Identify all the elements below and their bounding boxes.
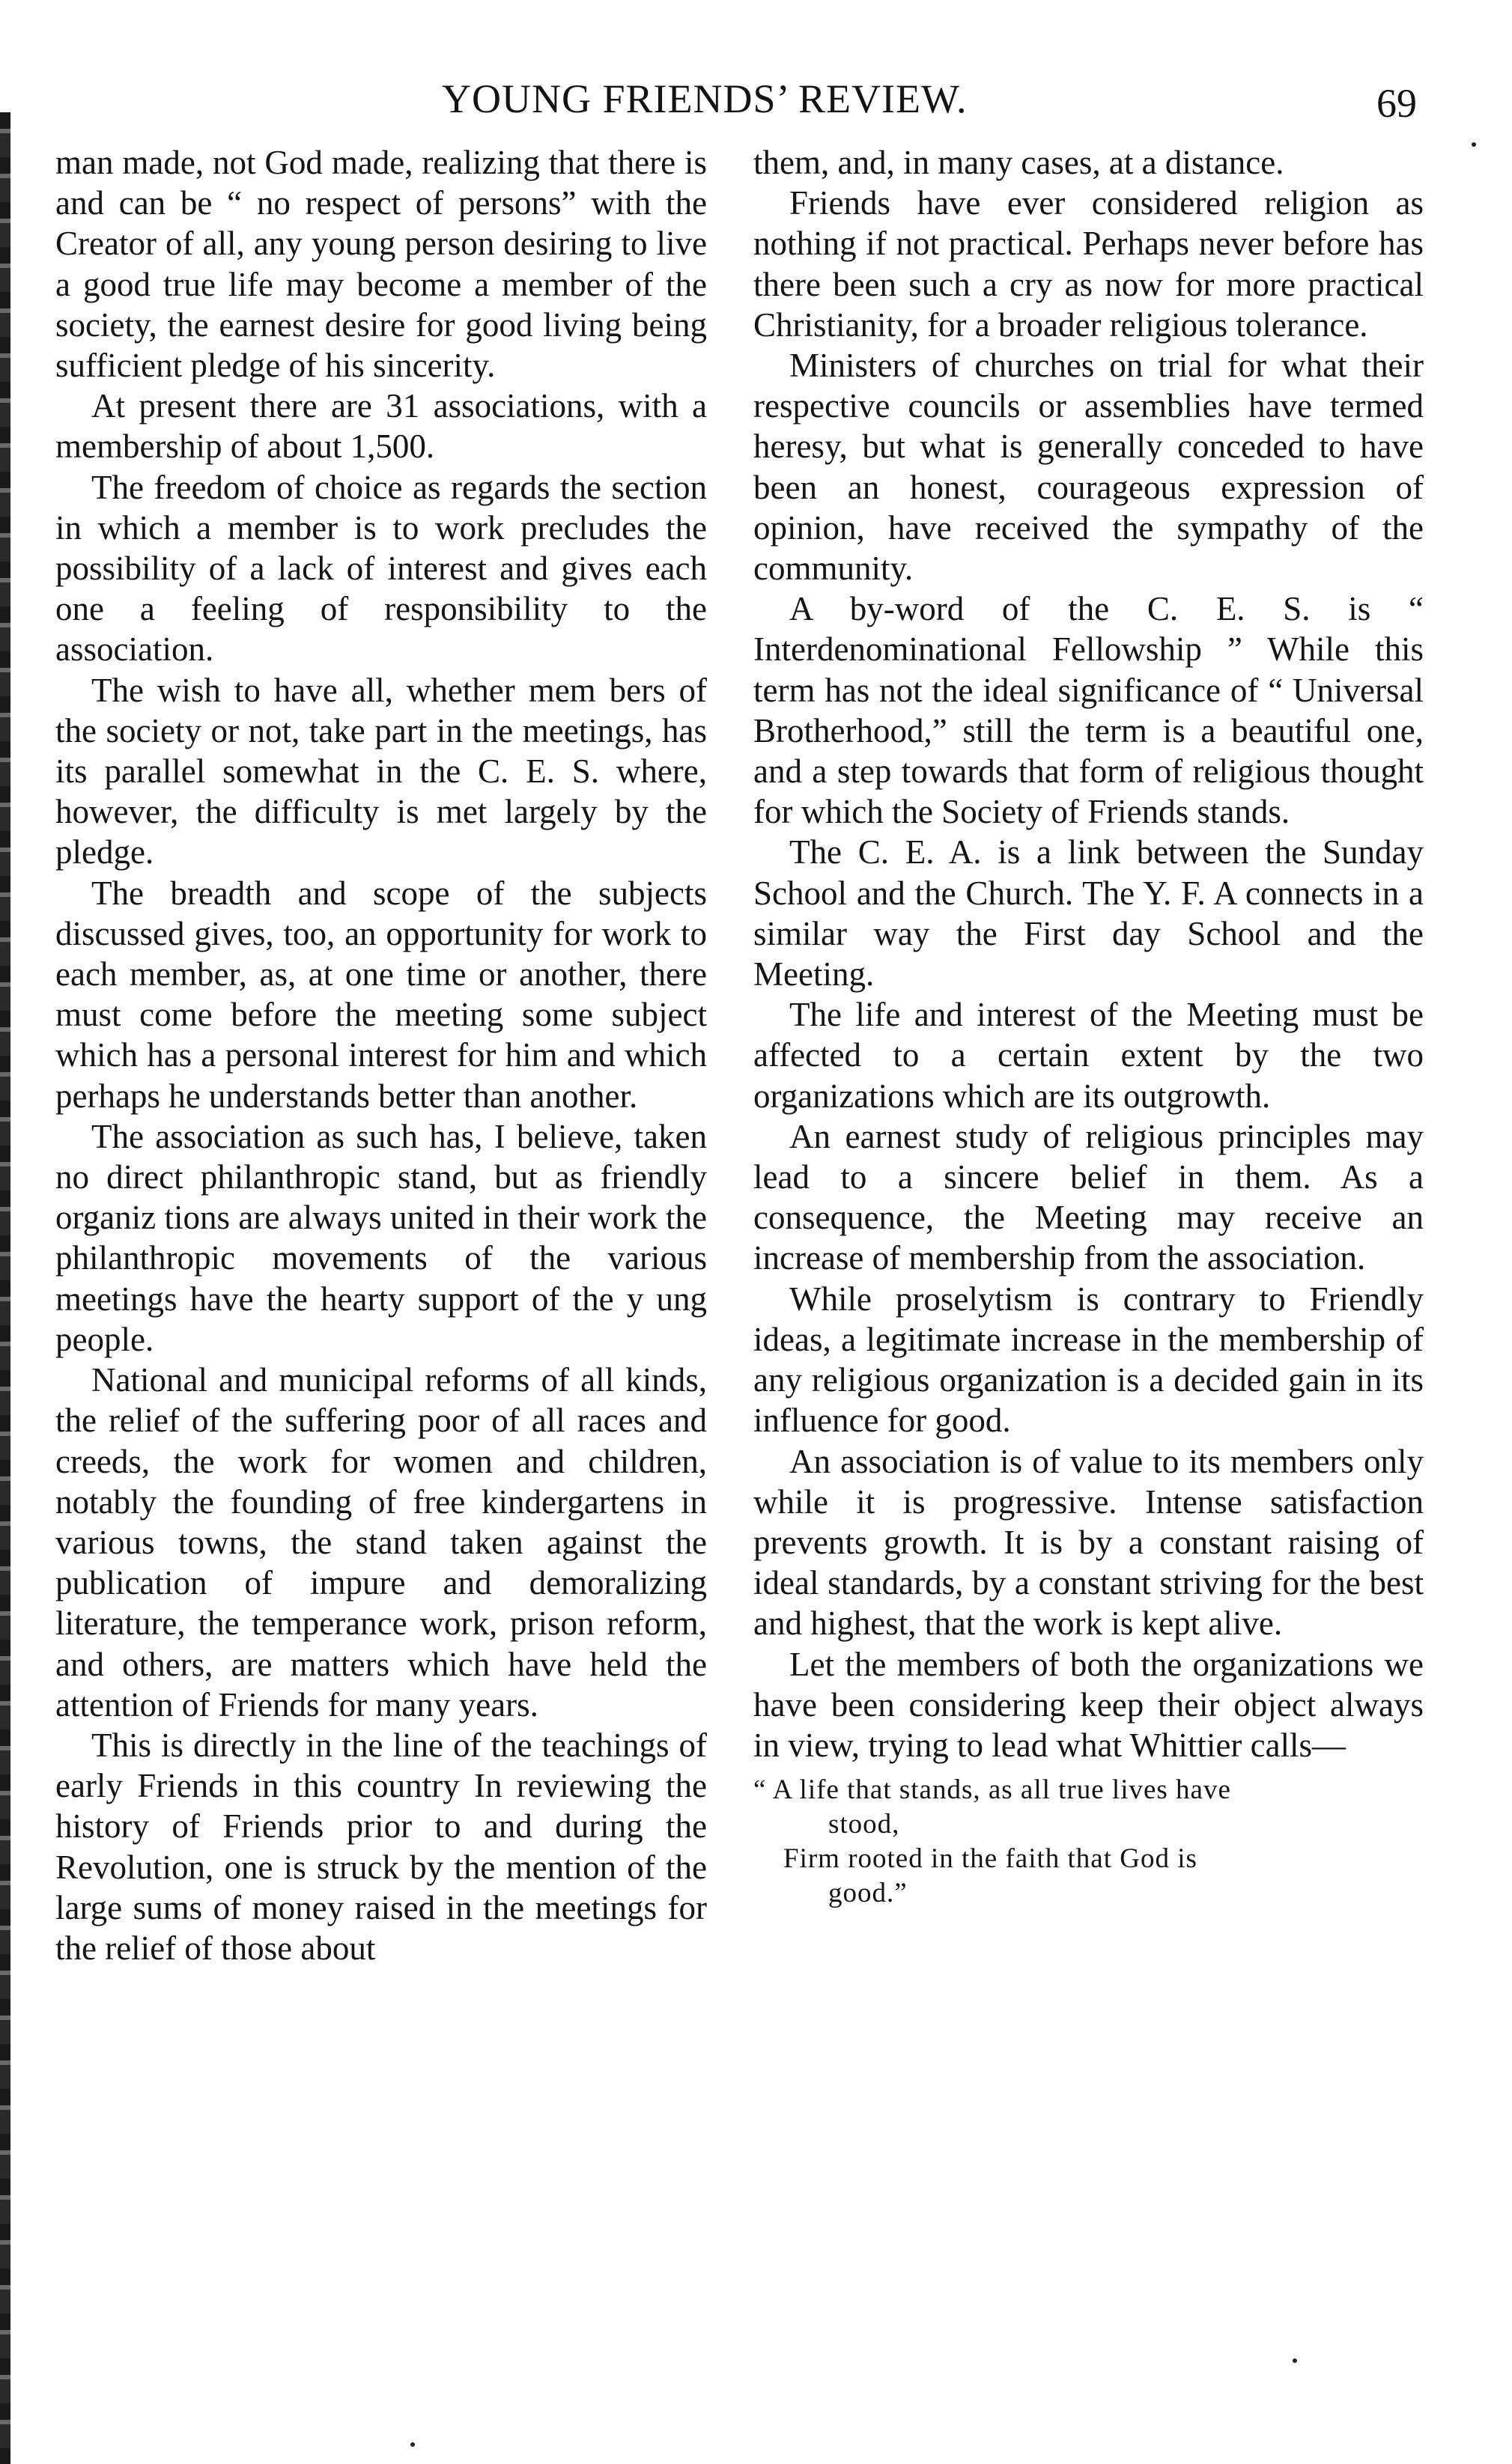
print-speck [410, 2442, 415, 2447]
paragraph: National and municipal reforms of all kinds, the relief of the suffering poor of all races and creeds, the work for women and children, notably the founding of free kindergartens in various towns, the stand taken against the publication of impure and demoralizing literature, the temperance work, prison reform, and others, are matters which have held the attention of Friends for many years. [55, 1361, 707, 1724]
paragraph: The C. E. A. is a link between the Sunday School and the Church. The Y. F. A connects in a similar way the First day School and the Meeting. [753, 833, 1424, 994]
verse-line: stood, [828, 1809, 900, 1840]
verse-line: good.” [828, 1878, 908, 1909]
paragraph: The association as such has, I believe, taken no direct philanthropic stand, but as friendly organiz tions are always united in their work the philanthropic movements of the various meetings have the hearty support of the y ung people. [55, 1117, 707, 1358]
paragraph: This is directly in the line of the teachings of early Friends in this country In reviewing the history of Friends prior to and during the Revolution, one is struck by the mention of the large sums of money raised in the meetings for the relief of those about [55, 1726, 707, 1967]
paragraph: An earnest study of religious principles may lead to a sincere belief in them. As a consequence, the Meeting may receive an increase of membership from the association. [753, 1117, 1424, 1277]
paragraph: An association is of value to its members only while it is progressive. Intense satisfaction prevents growth. It is by a constant raising of ideal standards, by a constant striving for the best and highest, that the work is kept alive. [753, 1442, 1424, 1643]
page-number: 69 [1376, 81, 1417, 126]
running-head [0, 72, 1512, 132]
journal-title: YOUNG FRIENDS’ REVIEW. [442, 76, 968, 121]
paragraph: While proselytism is contrary to Friendly ideas, a legitimate increase in the membership of any religious organization is a decided gain in its influence for good. [753, 1280, 1424, 1440]
verse-line: Firm rooted in the faith that God is [783, 1843, 1197, 1875]
paragraph: The life and interest of the Meeting must be affected to a certain extent by the two organizations which are its outgrowth. [753, 996, 1424, 1115]
print-speck [1293, 2358, 1297, 2363]
left-column [55, 142, 707, 1968]
paragraph: The breadth and scope of the subjects discussed gives, too, an opportunity for work to each member, as, at one time or another, there must come before the meeting some subject which has a personal interest for him and which perhaps he understands better than another. [55, 874, 707, 1115]
paragraph: man made, not God made, realizing that there is and can be “ no respect of persons” with the Creator of all, any young person desiring to live a good true life may become a member of the society, the earnest desire for good living being sufficient pledge of his sincerity. [55, 144, 707, 385]
paragraph: The wish to have all, whether mem bers of the society or not, take part in the meetings, has its parallel somewhat in the C. E. S. where, however, the difficulty is met largely by the pledge. [55, 671, 707, 871]
whittier-quotation [753, 1773, 1424, 1911]
page-binding-edge [0, 112, 10, 2464]
verse-line: “ A life that stands, as all true lives have [753, 1774, 1231, 1806]
print-speck [1472, 142, 1476, 147]
paragraph: The freedom of choice as regards the section in which a member is to work precludes the possibility of a lack of interest and gives each one a feeling of responsibility to the association. [55, 468, 707, 669]
paragraph: Let the members of both the organizations we have been considering keep their object always in view, trying to lead what Whittier calls— [753, 1645, 1424, 1764]
right-column [753, 142, 1424, 1911]
paragraph: Ministers of churches on trial for what their respective councils or assemblies have termed heresy, but what is generally conceded to have been an honest, courageous expression of opinion, have received the sympathy of the community. [753, 347, 1424, 588]
paragraph: Friends have ever considered religion as nothing if not practical. Perhaps never before has there been such a cry as now for more practical Christianity, for a broader religious tolerance. [753, 184, 1424, 344]
paragraph: At present there are 31 associations, with a membership of about 1,500. [55, 387, 707, 466]
paragraph: them, and, in many cases, at a distance. [753, 144, 1284, 181]
paragraph: A by-word of the C. E. S. is “ Interdenominational Fellowship ” While this term has not the ideal significance of “ Universal Brotherhood,” still the term is a beautiful one, and a step towards that form of religious thought for which the Society of Friends stands. [753, 590, 1424, 831]
